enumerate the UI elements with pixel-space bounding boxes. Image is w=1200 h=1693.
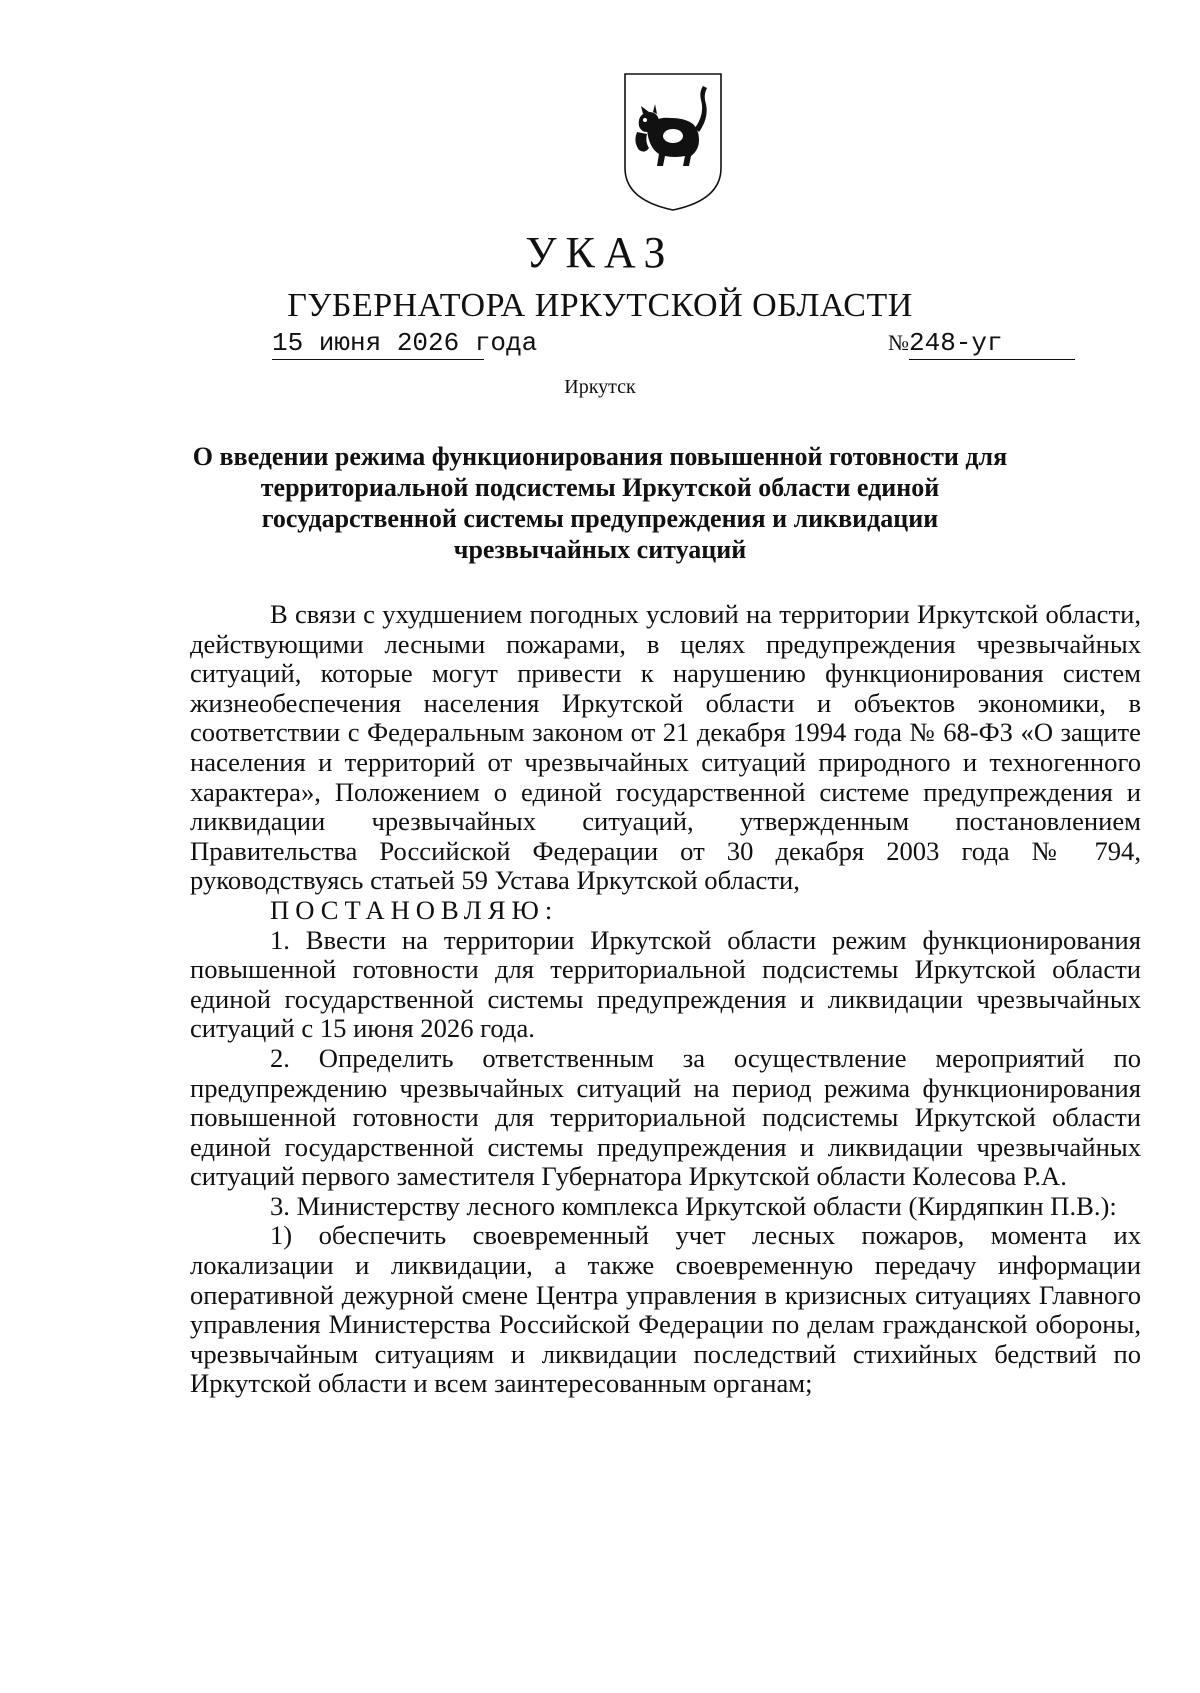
decree-item-3: 3. Министерству лесного комплекса Иркутской области (Кирдяпкин П.В.): (270, 1190, 1117, 1221)
preamble-paragraph: В связи с ухудшением погодных условий на территории Иркутской области, действующими лесными пожарами, в целях предупреждения чрезвычайных ситуаций, которые могут привести к нарушению функционирования систем жизнеобеспечения населения Иркутской области и объектов экономики, в соответствии с Федеральным законом от 21 декабря 1994 года № 68-ФЗ «О защите населения и территорий от чрезвычайных ситуаций природного и техногенного характера», Положением о единой государственной системе предупреждения и ликвидации чрезвычайных ситуаций, утвержденным постановлением Правительства Российской Федерации от 30 декабря 2003 года № 794, руководствуясь статьей 59 Устава Иркутской области, (190, 599, 1141, 896)
document-number: 248-уг (909, 327, 1075, 360)
decree-word: ПОСТАНОВЛЯЮ: (270, 894, 559, 925)
decree-subitem-3-1: 1) обеспечить своевременный учет лесных пожаров, момента их локализации и ликвидации, а также своевременную передачу информации оперативной дежурной смене Центра управления в кризисных ситуациях Главного управления Министерства Российской Федерации по делам гражданской обороны, чрезвычайным ситуациям и ликвидации последствий стихийных бедствий по Иркутской области и всем заинтересованным органам; (190, 1220, 1141, 1399)
document-body (190, 600, 1141, 1399)
document-subtitle: ГУБЕРНАТОРА ИРКУТСКОЙ ОБЛАСТИ (287, 287, 913, 324)
document-heading: О введении режима функционирования повышенной готовности для территориальной подсистемы Иркутской области единой государственной системы предупреждения и ликвидации чрезвычайных ситуаций (192, 442, 1008, 564)
document-date: 15 июня 2026 года (272, 328, 538, 358)
document-city: Иркутск (564, 376, 636, 398)
decree-item-2: 2. Определить ответственным за осуществление мероприятий по предупреждению чрезвычайных ситуаций на период режима функционирования повышенной готовности для территориальной подсистемы Иркутской области единой государственной системы предупреждения и ликвидации чрезвычайных ситуаций первого заместителя Губернатора Иркутской области Колесова Р.А. (190, 1042, 1141, 1192)
number-sign: № (888, 330, 909, 355)
decree-item-1: 1. Ввести на территории Иркутской области режим функционирования повышенной готовности для территориальной подсистемы Иркутской области единой государственной системы предупреждения и ликвидации чрезвычайных ситуаций с 15 июня 2026 года. (190, 924, 1141, 1044)
document-title: УКАЗ (525, 228, 675, 277)
irkutsk-coat-of-arms-icon (619, 70, 727, 214)
document-number-field (888, 327, 1078, 362)
